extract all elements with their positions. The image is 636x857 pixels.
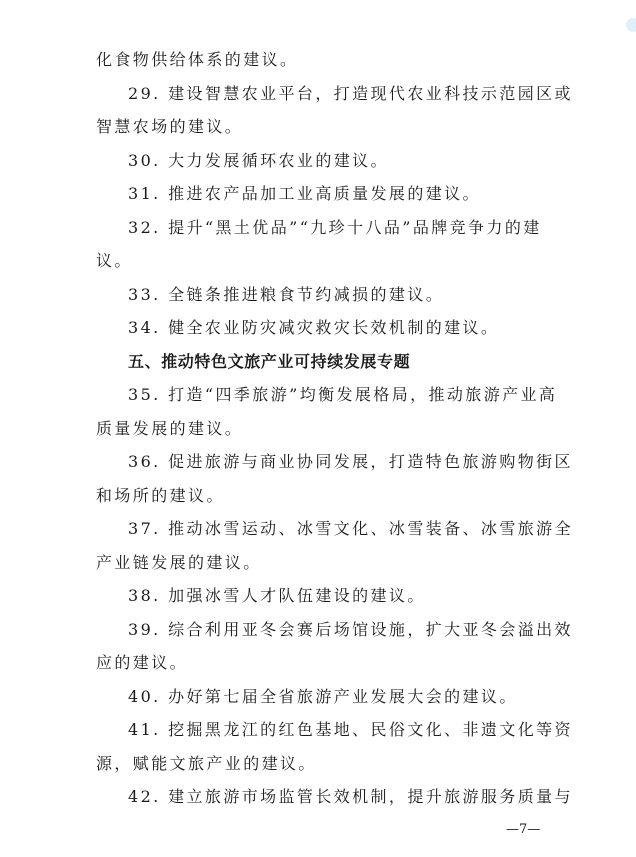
- paragraph-line: 37. 推动冰雪运动、冰雪文化、冰雪装备、冰雪旅游全: [128, 519, 573, 538]
- paragraph-line: 31. 推进农产品加工业高质量发展的建议。: [128, 184, 481, 203]
- paragraph-line: 35. 打造“四季旅游”均衡发展格局，推动旅游产业高: [128, 385, 558, 404]
- page-number: —7—: [506, 822, 541, 837]
- paragraph-line: 32. 提升“黑土优品”“九珍十八品”品牌竞争力的建: [128, 218, 542, 237]
- paragraph-line: 产业链发展的建议。: [96, 553, 262, 572]
- paragraph-line: 29. 建设智慧农业平台，打造现代农业科技示范园区或: [128, 84, 573, 103]
- paragraph-line: 和场所的建议。: [96, 486, 225, 505]
- paragraph-line: 41. 挖掘黑龙江的红色基地、民俗文化、非遗文化等资: [128, 720, 573, 739]
- paragraph-line: 36. 促进旅游与商业协同发展，打造特色旅游购物街区: [128, 452, 573, 471]
- paragraph-line: 化食物供给体系的建议。: [96, 50, 299, 69]
- corner-decoration: [626, 18, 636, 32]
- paragraph-line: 33. 全链条推进粮食节约减损的建议。: [128, 285, 445, 304]
- paragraph-line: 质量发展的建议。: [96, 419, 244, 438]
- paragraph-line: 42. 建立旅游市场监管长效机制，提升旅游服务质量与: [128, 787, 573, 806]
- section-heading: 五、推动特色文旅产业可持续发展专题: [128, 352, 411, 371]
- paragraph-line: 30. 大力发展循环农业的建议。: [128, 151, 389, 170]
- paragraph-line: 议。: [96, 251, 133, 270]
- paragraph-line: 源，赋能文旅产业的建议。: [96, 754, 317, 773]
- paragraph-line: 40. 办好第七届全省旅游产业发展大会的建议。: [128, 687, 518, 706]
- paragraph-line: 38. 加强冰雪人才队伍建设的建议。: [128, 586, 426, 605]
- paragraph-line: 39. 综合利用亚冬会赛后场馆设施，扩大亚冬会溢出效: [128, 620, 573, 639]
- paragraph-line: 应的建议。: [96, 653, 189, 672]
- paragraph-line: 智慧农场的建议。: [96, 117, 244, 136]
- paragraph-line: 34. 健全农业防灾减灾救灾长效机制的建议。: [128, 318, 500, 337]
